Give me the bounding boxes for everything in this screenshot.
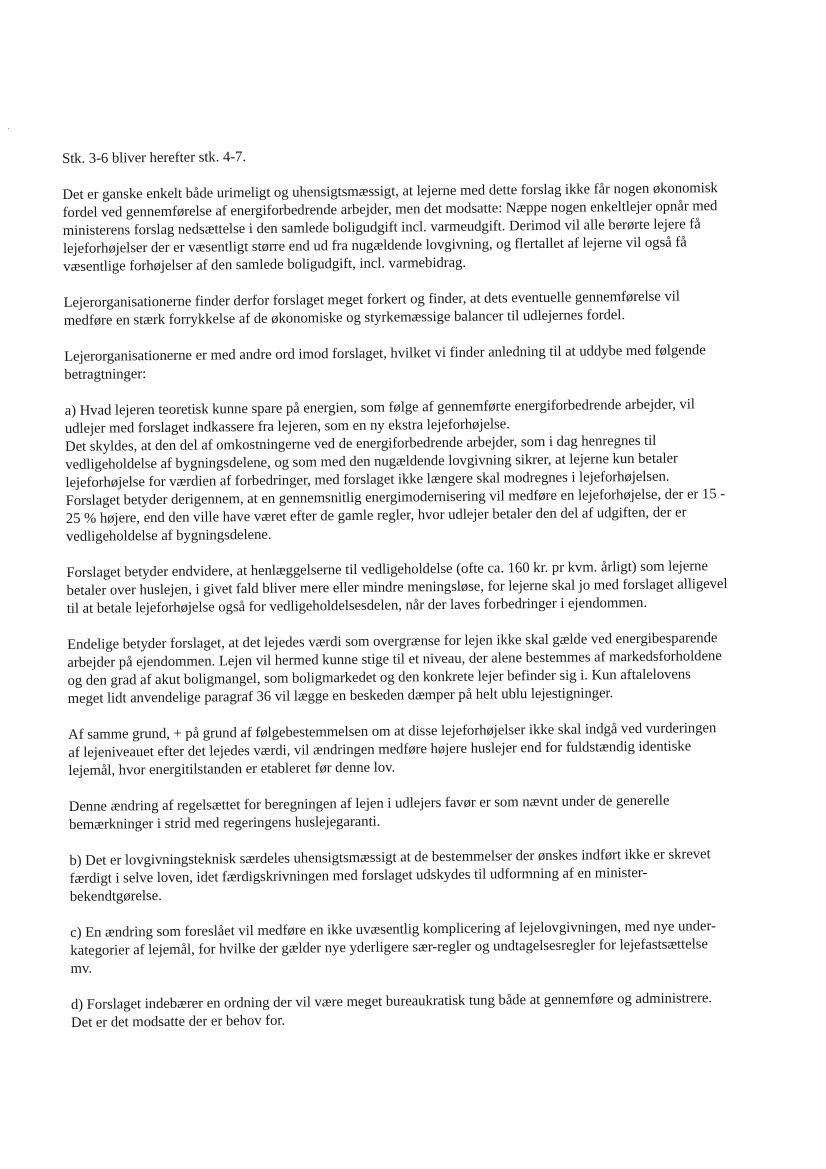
text-line: ministerens forslag nedsættelse i den samlede boligudgift incl. varmeudgift. Derimod vil alle berørte lejere få <box>62 216 701 239</box>
text-line: Forslaget betyder derigennem, at en gennemsnitlig energimodernisering vil medføre en lejeforhøjelse, der er 15 - <box>65 486 726 509</box>
text-line: a) Hvad lejeren teoretisk kunne spare på energien, som følge af gennemførte energiforbedrende arbejder, vil <box>64 396 695 419</box>
text-line: c) En ændring som foreslået vil medføre en ikke uvæsentlig komplicering af lejelovgivningen, med nye under- <box>70 918 716 941</box>
text-line: udlejer med forslaget indkassere fra lejeren, som en ny ekstra lejeforhøjelse. <box>64 416 510 437</box>
paragraph <box>64 341 764 384</box>
text-line: kategorier af lejemål, for hvilke der gælder nye yderligere sær-regler og undtagelsesregler for lejefastsættelse <box>70 936 708 959</box>
text-line: af lejeniveauet efter det lejedes værdi, vil ændringen medføre højere huslejer end for fuldstændig identiske <box>68 738 692 761</box>
paragraph <box>62 143 762 168</box>
text-line: lejeforhøjelser der er væsentligt større end ud fra nugældende lovgivning, og flertallet af lejerne vil også få <box>62 234 687 257</box>
paragraph <box>65 395 766 546</box>
text-line: betragtninger: <box>64 366 147 383</box>
text-line: Det er ganske enkelt både urimeligt og uhensigtsmæssigt, at lejerne med dette forslag ikke får nogen økonomisk <box>62 180 718 203</box>
paragraph <box>67 629 768 708</box>
text-line: Lejerorganisationerne er med andre ord imod forslaget, hvilket vi finder anledning til at uddybe med følgende <box>64 342 706 365</box>
paragraph <box>68 719 769 780</box>
text-line: Lejerorganisationerne finder derfor forslaget meget forkert og finder, at dets eventuelle gennemførelse vil <box>63 288 680 311</box>
text-line: 25 % højere, end den ville have været efter de gamle regler, hvor udlejer betaler den del af udgiften, der er <box>65 504 687 527</box>
text-line: vedligeholdelse af bygningsdelene, og som med den nugældende lovgivning sikrer, at lejerne kun betaler <box>65 450 678 473</box>
text-line: til at betale lejeforhøjelse også for vedligeholdelsesdelen, når der laves forbedringer i ejendommen. <box>66 594 648 617</box>
paragraph <box>71 989 771 1032</box>
text-line: medføre en stærk forrykkelse af de økonomiske og styrkemæssige balancer til udlejernes fordel. <box>63 307 626 329</box>
text-line: betaler over huslejen, i givet fald bliver mere eller mindre meningsløse, for lejerne skal jo med forslaget alligevel <box>66 576 728 599</box>
document-body <box>62 143 771 1050</box>
text-line: Stk. 3-6 bliver herefter stk. 4-7. <box>62 149 247 167</box>
text-line: b) Det er lovgivningsteknisk særdeles uhensigtsmæssigt at de bestemmelser der ønskes indført ikke er skrevet <box>69 846 711 869</box>
text-line: bemærkninger i strid med regeringens huslejegaranti. <box>68 813 381 833</box>
text-line: Det er det modsatte der er behov for. <box>71 1012 286 1031</box>
paragraph <box>69 845 770 906</box>
text-line: d) Forslaget indebærer en ordning der vil være meget bureaukratisk tung både at gennemføre og administrere. <box>70 990 713 1013</box>
text-line: Forslaget betyder endvidere, at henlæggelserne til vedligeholdelse (ofte ca. 160 kr. pr kvm. årligt) som lejerne <box>66 558 709 581</box>
paragraph <box>70 917 771 978</box>
text-line: Denne ændring af regelsættet for beregningen af lejen i udlejers favør er som nævnt under de generelle <box>68 792 670 815</box>
text-line: og den grad af akut boligmangel, som boligmarkedet og den konkrete lejer befinder sig i. Kun aftalelovens <box>67 666 691 689</box>
text-line: bekendtgørelse. <box>69 887 162 905</box>
text-line: væsentlige forhøjelser af den samlede boligudgift, incl. varmebidrag. <box>63 254 467 275</box>
text-line: Det skyldes, at den del af omkostningerne ved de energiforbedrende arbejder, som i dag henregnes til <box>65 432 657 455</box>
paragraph <box>64 287 764 330</box>
text-line: meget lidt anvendelige paragraf 36 vil lægge en beskeden dæmper på helt ublu lejestigninger. <box>67 685 614 707</box>
text-line: Endelige betyder forslaget, at det lejedes værdi som overgrænse for lejen ikke skal gælde ved energibesparende <box>67 630 718 653</box>
paragraph <box>69 791 769 834</box>
text-line: mv. <box>70 960 93 977</box>
text-line: lejemål, hvor energitilstanden er etableret før denne lov. <box>68 759 396 779</box>
text-line: lejeforhøjelse for værdien af forbedringer, med forslaget ikke længere skal modregnes i lejeforhøjelsen. <box>65 468 670 491</box>
paragraph <box>66 557 767 618</box>
text-line: arbejder på ejendommen. Lejen vil hermed kunne stige til et niveau, der alene bestemmes af markedsforholdene <box>67 648 722 671</box>
text-line: Af samme grund, + på grund af følgebestemmelsen om at disse lejeforhøjelser ikke skal indgå ved vurderingen <box>68 720 717 743</box>
text-line: færdigt i selve loven, idet færdigskrivningen med forslaget udskydes til udformning af en minister- <box>69 864 648 887</box>
scan-speck <box>8 128 9 129</box>
text-line: vedligeholdelse af bygningsdelene. <box>65 526 272 545</box>
paragraph <box>62 179 763 276</box>
text-line: fordel ved gennemførelse af energiforbedrende arbejder, men det modsatte: Næppe nogen enkeltlejer opnår med <box>62 198 718 221</box>
